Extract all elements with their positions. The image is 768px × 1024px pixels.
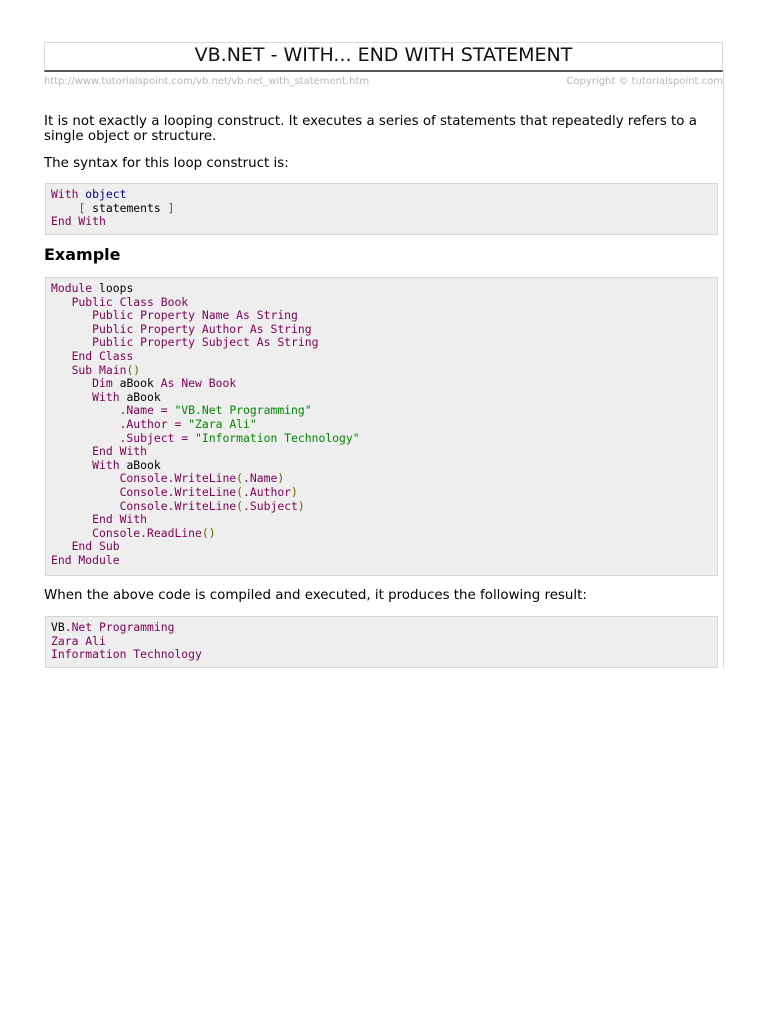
code-line — [51, 648, 712, 662]
syntax-code-block — [45, 183, 718, 235]
code-token: .Subject — [243, 498, 298, 513]
code-token: Public Class Book — [71, 294, 189, 309]
code-token: aBook — [126, 389, 161, 404]
code-token: Console.ReadLine — [92, 525, 202, 540]
example-heading: Example — [44, 245, 121, 264]
code-token: VB — [51, 620, 65, 634]
code-token: ) — [297, 498, 305, 513]
code-line — [51, 377, 712, 391]
code-token: .Subject = — [119, 430, 189, 445]
right-border — [723, 70, 724, 667]
code-token: As New Book — [160, 376, 237, 391]
code-token: .Author — [243, 484, 292, 499]
code-token: object — [85, 187, 127, 201]
code-token: .Net Programming — [64, 620, 175, 634]
code-token: statements — [92, 200, 161, 215]
code-token: Public Property Name As String — [92, 308, 298, 323]
code-token: .Name — [243, 471, 278, 486]
code-line — [51, 418, 712, 432]
code-token: "Information Technology" — [195, 430, 360, 445]
intro-paragraph: It is not exactly a looping construct. It executes a series of statements that repeatedly refers to a single object or structure. — [44, 114, 697, 144]
code-line — [51, 635, 712, 649]
code-token: Public Property Author As String — [92, 321, 312, 336]
code-line — [51, 404, 712, 418]
code-token: ( — [236, 484, 244, 499]
code-token: aBook — [119, 376, 154, 391]
code-token: [ — [78, 200, 86, 215]
code-line — [51, 202, 712, 216]
code-line — [51, 282, 712, 296]
code-line — [51, 513, 712, 527]
code-token: () — [201, 525, 216, 540]
code-line — [51, 350, 712, 364]
code-token: "Zara Ali" — [188, 416, 257, 431]
code-token: End Module — [51, 552, 120, 567]
code-line — [51, 540, 712, 554]
code-token: aBook — [126, 457, 161, 472]
code-token: Console.WriteLine — [119, 471, 237, 486]
code-token: Zara Ali — [51, 633, 106, 648]
code-token: Public Property Subject As String — [92, 335, 319, 350]
code-token: With — [92, 389, 120, 404]
code-token: loops — [99, 281, 134, 295]
code-line — [51, 472, 712, 486]
code-token: End With — [92, 444, 148, 459]
code-token: With — [92, 457, 120, 472]
code-line — [51, 500, 712, 514]
meta-row — [44, 72, 723, 92]
code-line — [51, 364, 712, 378]
title-bar — [44, 42, 723, 72]
code-line — [51, 432, 712, 446]
code-token: End Sub — [71, 539, 120, 554]
code-token: .Name = — [119, 403, 168, 418]
code-line — [51, 554, 712, 568]
code-token: End Class — [71, 348, 134, 363]
code-token: "VB.Net Programming" — [174, 403, 312, 418]
code-line — [51, 621, 712, 635]
code-token: ( — [236, 471, 244, 486]
code-line — [51, 391, 712, 405]
source-url[interactable]: http://www.tutorialspoint.com/vb.net/vb.net_with_statement.htm — [44, 76, 370, 87]
document-page — [44, 42, 723, 662]
code-token: End With — [51, 214, 106, 229]
example-code-block — [45, 277, 718, 576]
code-token: () — [126, 362, 141, 377]
result-intro-paragraph: When the above code is compiled and executed, it produces the following result: — [44, 588, 587, 603]
page-title: VB.NET - WITH... END WITH STATEMENT — [194, 44, 573, 66]
code-token: Information Technology — [51, 647, 202, 662]
code-line — [51, 188, 712, 202]
code-token: Dim — [92, 376, 113, 391]
code-token: ( — [236, 498, 244, 513]
syntax-intro-paragraph: The syntax for this loop construct is: — [44, 156, 289, 171]
code-line — [51, 309, 712, 323]
code-line — [51, 459, 712, 473]
result-output-block — [45, 616, 718, 668]
code-line — [51, 445, 712, 459]
code-token: End With — [92, 512, 148, 527]
code-line — [51, 296, 712, 310]
code-line — [51, 323, 712, 337]
code-line — [51, 336, 712, 350]
code-line — [51, 215, 712, 229]
code-token: Sub Main — [71, 362, 127, 377]
code-token: ) — [277, 471, 285, 486]
code-token: Console.WriteLine — [119, 484, 237, 499]
code-token: ] — [167, 200, 175, 215]
code-token: Module — [51, 281, 93, 295]
copyright-notice: Copyright © tutorialspoint.com — [566, 76, 723, 87]
code-token: .Author = — [119, 416, 182, 431]
code-line — [51, 486, 712, 500]
code-token: ) — [291, 484, 298, 499]
code-token: Console.WriteLine — [119, 498, 237, 513]
code-token: With — [51, 187, 79, 201]
code-line — [51, 527, 712, 541]
